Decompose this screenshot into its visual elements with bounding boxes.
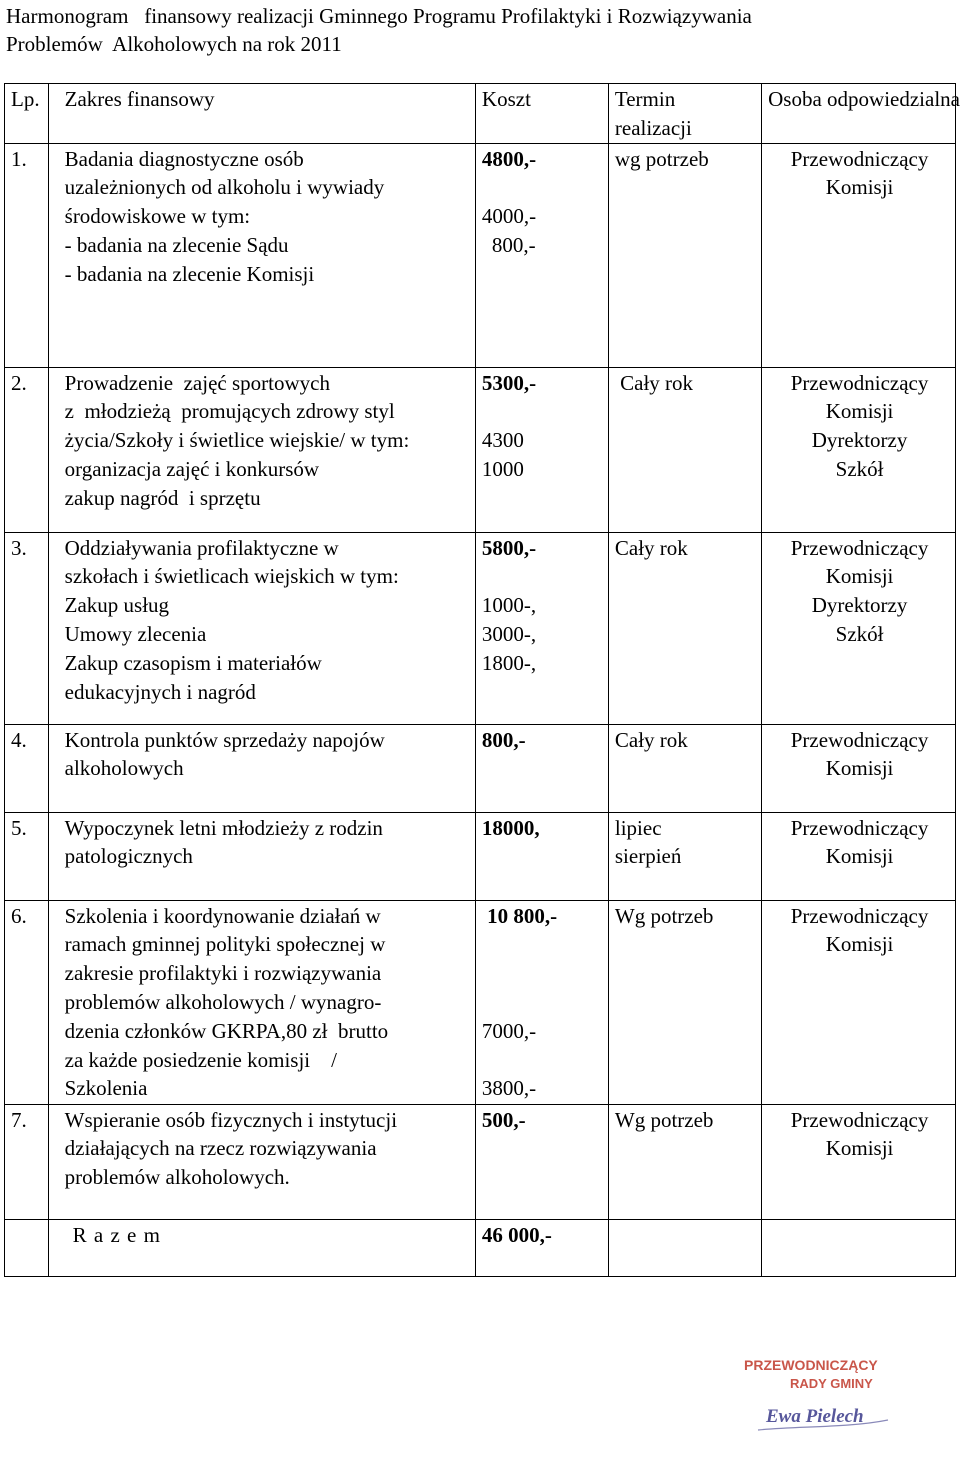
row-number: 2. <box>5 367 49 532</box>
cost-item: 1000-, <box>481 593 537 618</box>
cost-total: 18000, <box>481 815 540 840</box>
cost-item: 4000,- <box>481 204 537 229</box>
row-number: 5. <box>5 812 49 900</box>
person-line: Przewodniczący <box>790 903 929 928</box>
scope-line: zakresie profilaktyki i rozwiązywania <box>64 961 382 986</box>
row-cost <box>475 1104 608 1219</box>
table-row <box>5 143 956 367</box>
row-person <box>762 143 956 367</box>
person-line: Szkół <box>835 621 884 646</box>
table-row <box>5 724 956 812</box>
official-stamp <box>738 1348 928 1438</box>
total-row <box>5 1219 956 1276</box>
header-term: Termin realizacji <box>608 84 761 144</box>
scope-line: z młodzieżą promujących zdrowy styl <box>64 399 395 424</box>
cost-total: 5800,- <box>481 535 537 560</box>
scope-line: - badania na zlecenie Sądu <box>64 232 289 257</box>
person-line: Przewodniczący <box>790 727 929 752</box>
row-person <box>762 724 956 812</box>
cost-item: 4300 <box>481 428 524 453</box>
scope-line: Prowadzenie zajęć sportowych <box>64 370 330 395</box>
cost-item: 1000 <box>481 456 524 481</box>
person-line: Komisji <box>825 932 894 957</box>
row-term: Cały rok <box>608 724 761 812</box>
scope-line: uzależnionych od alkoholu i wywiady <box>64 175 385 200</box>
row-person <box>762 900 956 1104</box>
scope-line: Wypoczynek letni młodzieży z rodzin <box>64 815 383 840</box>
person-line: Przewodniczący <box>790 1107 929 1132</box>
scope-line: za każde posiedzenie komisji / <box>64 1047 337 1072</box>
row-scope <box>48 367 475 532</box>
cost-item: 7000,- <box>481 1018 537 1043</box>
row-cost <box>475 367 608 532</box>
row-person <box>762 367 956 532</box>
cost-item: 3000-, <box>481 621 537 646</box>
row-number: 4. <box>5 724 49 812</box>
row-term: wg potrzeb <box>608 143 761 367</box>
scope-line: ramach gminnej polityki społecznej w <box>64 932 386 957</box>
header-lp: Lp. <box>5 84 49 144</box>
schedule-table <box>4 83 960 1277</box>
scope-line: życia/Szkoły i świetlice wiejskie/ w tym: <box>64 428 410 453</box>
row-number: 3. <box>5 532 49 724</box>
scope-line: Oddziaływania profilaktyczne w <box>64 535 339 560</box>
cost-item: 800,- <box>491 232 536 257</box>
person-line: Komisji <box>825 844 894 869</box>
scope-line: edukacyjnych i nagród <box>64 679 256 704</box>
scope-line: Wspieranie osób fizycznych i instytucji <box>64 1107 398 1132</box>
scope-line: Umowy zlecenia <box>64 621 207 646</box>
scope-line: dzenia członków GKRPA,80 zł brutto <box>64 1018 389 1043</box>
row-person <box>762 812 956 900</box>
person-line: Przewodniczący <box>790 370 929 395</box>
person-line: Przewodniczący <box>790 815 929 840</box>
stamp-line-2: RADY GMINY <box>790 1376 873 1391</box>
person-line: Komisji <box>825 564 894 589</box>
cost-total: 500,- <box>481 1107 526 1132</box>
row-scope <box>48 143 475 367</box>
person-line: Szkół <box>835 456 884 481</box>
scope-line: problemów alkoholowych. <box>64 1165 290 1190</box>
person-line: Przewodniczący <box>790 146 929 171</box>
scope-line: środowiskowe w tym: <box>64 204 251 229</box>
scope-line: działających na rzecz rozwiązywania <box>64 1136 377 1161</box>
cost-item: 3800,- <box>481 1076 537 1101</box>
person-line: Dyrektorzy <box>811 428 908 453</box>
document-title: Harmonogram finansowy realizacji Gminnego Programu Profilaktyki i Rozwiązywania Problemów Alkoholowych na rok 2011 <box>6 4 752 56</box>
total-value: 46 000,- <box>475 1219 608 1276</box>
row-scope <box>48 724 475 812</box>
person-line: Komisji <box>825 175 894 200</box>
scope-line: szkołach i świetlicach wiejskich w tym: <box>64 564 399 589</box>
total-label: R a z e m <box>48 1219 475 1276</box>
scope-line: Badania diagnostyczne osób <box>64 146 304 171</box>
scope-line: organizacja zajęć i konkursów <box>64 456 320 481</box>
table-row <box>5 532 956 724</box>
term-line: sierpień <box>614 844 682 869</box>
scope-line: problemów alkoholowych / wynagro- <box>64 989 382 1014</box>
row-term <box>608 812 761 900</box>
person-line: Przewodniczący <box>790 535 929 560</box>
table-row <box>5 812 956 900</box>
row-number: 6. <box>5 900 49 1104</box>
row-cost <box>475 812 608 900</box>
row-person <box>762 1104 956 1219</box>
row-scope <box>48 532 475 724</box>
cost-item: 1800-, <box>481 650 537 675</box>
stamp-line-1: PRZEWODNICZĄCY <box>744 1357 878 1373</box>
row-person <box>762 532 956 724</box>
scope-line: zakup nagród i sprzętu <box>64 485 261 510</box>
row-term: Wg potrzeb <box>608 1104 761 1219</box>
row-term: Cały rok <box>608 532 761 724</box>
scope-line: Zakup usług <box>64 593 170 618</box>
person-line: Komisji <box>825 756 894 781</box>
cost-total: 10 800,- <box>481 903 558 928</box>
scope-line: - badania na zlecenie Komisji <box>64 261 315 286</box>
row-scope <box>48 900 475 1104</box>
table-row <box>5 1104 956 1219</box>
scope-line: patologicznych <box>64 844 193 869</box>
header-cost: Koszt <box>475 84 608 144</box>
row-cost <box>475 143 608 367</box>
scope-line: alkoholowych <box>64 756 184 781</box>
row-term: Wg potrzeb <box>608 900 761 1104</box>
cost-total: 4800,- <box>481 146 537 171</box>
row-term: Cały rok <box>608 367 761 532</box>
cost-total: 5300,- <box>481 370 537 395</box>
table-header-row <box>5 84 956 144</box>
header-person: Osoba odpowiedzialna <box>762 84 956 144</box>
row-number: 7. <box>5 1104 49 1219</box>
header-scope: Zakres finansowy <box>48 84 475 144</box>
table-row <box>5 367 956 532</box>
scope-line: Szkolenia i koordynowanie działań w <box>64 903 381 928</box>
person-line: Dyrektorzy <box>811 593 908 618</box>
row-scope <box>48 812 475 900</box>
scope-line: Szkolenia <box>64 1076 148 1101</box>
row-cost <box>475 532 608 724</box>
cost-total: 800,- <box>481 727 526 752</box>
table-row <box>5 900 956 1104</box>
term-line: lipiec <box>614 815 662 840</box>
scope-line: Kontrola punktów sprzedaży napojów <box>64 727 385 752</box>
row-scope <box>48 1104 475 1219</box>
person-line: Komisji <box>825 1136 894 1161</box>
person-line: Komisji <box>825 399 894 424</box>
row-number: 1. <box>5 143 49 367</box>
row-cost <box>475 724 608 812</box>
row-cost <box>475 900 608 1104</box>
stamp-signature: Ewa Pielech <box>766 1406 864 1427</box>
scope-line: Zakup czasopism i materiałów <box>64 650 322 675</box>
